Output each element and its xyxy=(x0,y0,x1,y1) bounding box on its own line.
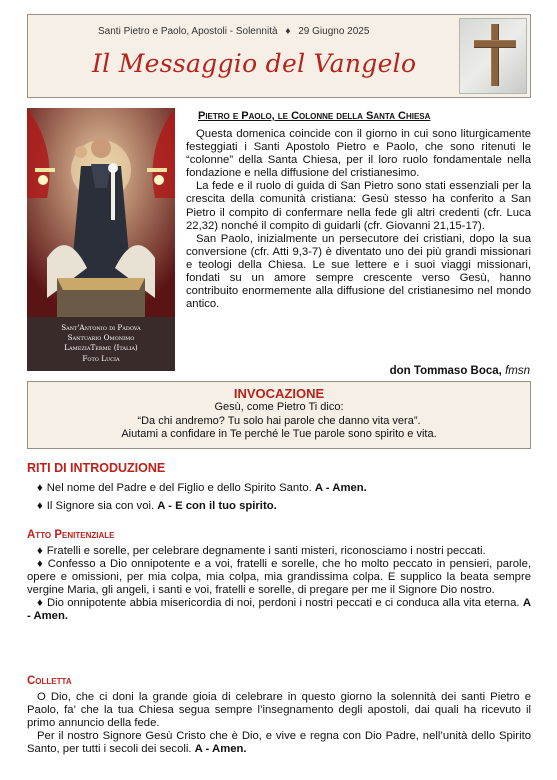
invocation-line: Aiutami a confidare in Te perché le Tue parole sono spirito e vita. xyxy=(121,428,437,440)
section-title-colletta: Colletta xyxy=(27,675,72,687)
saint-statue-photo xyxy=(27,108,175,371)
cross-icon xyxy=(491,24,499,86)
masthead-subtitle xyxy=(98,26,369,37)
invocation-box xyxy=(27,381,531,449)
prayer-response: A - Amen. xyxy=(194,743,247,756)
rite-text: Nel nome del Padre e del Figlio e dello Spirito Santo. xyxy=(46,482,312,494)
section-title-atto: Atto Penitenziale xyxy=(27,529,115,541)
invocation-line: “Da chi andremo? Tu solo hai parole che danno vita vera”. xyxy=(137,414,421,427)
atto-penitenziale-text xyxy=(27,545,531,624)
cross-beam xyxy=(474,40,516,48)
prayer-paragraph xyxy=(27,597,531,623)
caption-line: Sant'Antonio di Padova xyxy=(61,323,141,332)
bullet-diamond: ♦ xyxy=(37,482,43,494)
feast-name: Santi Pietro e Paolo, Apostoli - Solennità xyxy=(98,26,278,37)
article-paragraph: Questa domenica coincide con il giorno in cui sono liturgicamente festeggiati i Santi Apostolo Pietro e Paolo, che sono ritenuti le “colonne” della Santa Chiesa, per il loro ruolo fondamentale nella fondazione e nella diffusione del cristianesimo. xyxy=(186,128,531,180)
separator-diamond: ♦ xyxy=(285,26,291,37)
prayer-response: A - Amen. xyxy=(27,597,531,623)
feast-date: 29 Giugno 2025 xyxy=(298,26,370,37)
wooden-cross-image xyxy=(459,18,527,94)
bullet-diamond: ♦ xyxy=(37,545,43,557)
statue-illustration xyxy=(27,108,175,318)
colletta-text xyxy=(27,691,531,756)
section-title-riti: RITI DI INTRODUZIONE xyxy=(27,461,166,475)
invocation-line: Gesù, come Pietro Ti dico: xyxy=(214,401,344,413)
author-signature xyxy=(390,365,530,377)
rite-response: A - Amen. xyxy=(314,482,367,494)
bullet-diamond: ♦ xyxy=(37,500,43,512)
prayer-paragraph: O Dio, che ci doni la grande gioia di celebrare in questo giorno la solennità dei santi Pietro e Paolo, fa’ che la tua Chiesa segua sempre l’insegnamento degli apostoli, dai quali ha ricevuto il primo annuncio della fede. xyxy=(27,691,531,730)
article-title: Pietro e Paolo, le Colonne della Santa Chiesa xyxy=(198,110,431,122)
caption-line: Foto Lucia xyxy=(82,353,120,363)
prayer-paragraph xyxy=(27,558,531,597)
prayer-text: Per il nostro Signore Gesù Cristo che è Dio, e vive e regna con Dio Padre, nell’unità dello Spirito Santo, per tutti i secoli dei secoli. xyxy=(27,730,531,756)
prayer-paragraph xyxy=(27,730,531,756)
prayer-text: Fratelli e sorelle, per celebrare degnamente i santi misteri, riconosciamo i nostri peccati. xyxy=(46,545,486,557)
rite-response: A - E con il tuo spirito. xyxy=(157,500,277,512)
rite-item xyxy=(37,500,277,512)
article-paragraph: La fede e il ruolo di guida di San Pietro sono stati essenziali per la crescita della comunità cristiana: Gesù stesso ha conferito a San Pietro il compito di confermare nella fede gli altri credenti (cfr. Luca 22,32) nonché il compito di guidarli (cfr. Giovanni 21,15-17). xyxy=(186,180,531,232)
prayer-text: Confesso a Dio onnipotente e a voi, fratelli e sorelle, che ho molto peccato in pensieri, parole, opere e omissioni, per mia colpa, mia colpa, mia grandissima colpa. E supplico la beata sempre vergine Maria, gli angeli, i santi e voi, fratelli e sorelle, di pregare per me il Signore Dio nostro. xyxy=(27,558,531,597)
rite-text: Il Signore sia con voi. xyxy=(46,500,155,512)
caption-line: Santuario Omonimo xyxy=(67,333,135,343)
author-order: fmsn xyxy=(505,365,530,377)
rite-item xyxy=(37,482,367,494)
author-name: don Tommaso Boca, xyxy=(389,365,502,377)
photo-caption xyxy=(27,317,175,371)
invocation-title: INVOCAZIONE xyxy=(233,386,325,401)
caption-line: LameziaTerme (Italia) xyxy=(64,343,138,353)
prayer-paragraph xyxy=(27,545,531,558)
article-body xyxy=(186,128,531,311)
article-paragraph: San Paolo, inizialmente un persecutore dei cristiani, dopo la sua conversione (cfr. Atti 9,3-7) è diventato uno dei più grandi missionari e teologi della Chiesa. Le sue lettere e i suoi viaggi missionari, fondati su un amore sempre crescente verso Gesù, hanno contribuito enormemente alla diffusione del cristianesimo nel mondo antico. xyxy=(186,232,531,311)
prayer-text: Dio onnipotente abbia misericordia di noi, perdoni i nostri peccati e ci conduca alla vita eterna. xyxy=(46,597,520,610)
masthead xyxy=(27,14,531,98)
newsletter-title: Il Messaggio del Vangelo xyxy=(92,49,417,78)
bullet-diamond: ♦ xyxy=(37,558,44,571)
bullet-diamond: ♦ xyxy=(37,597,43,610)
